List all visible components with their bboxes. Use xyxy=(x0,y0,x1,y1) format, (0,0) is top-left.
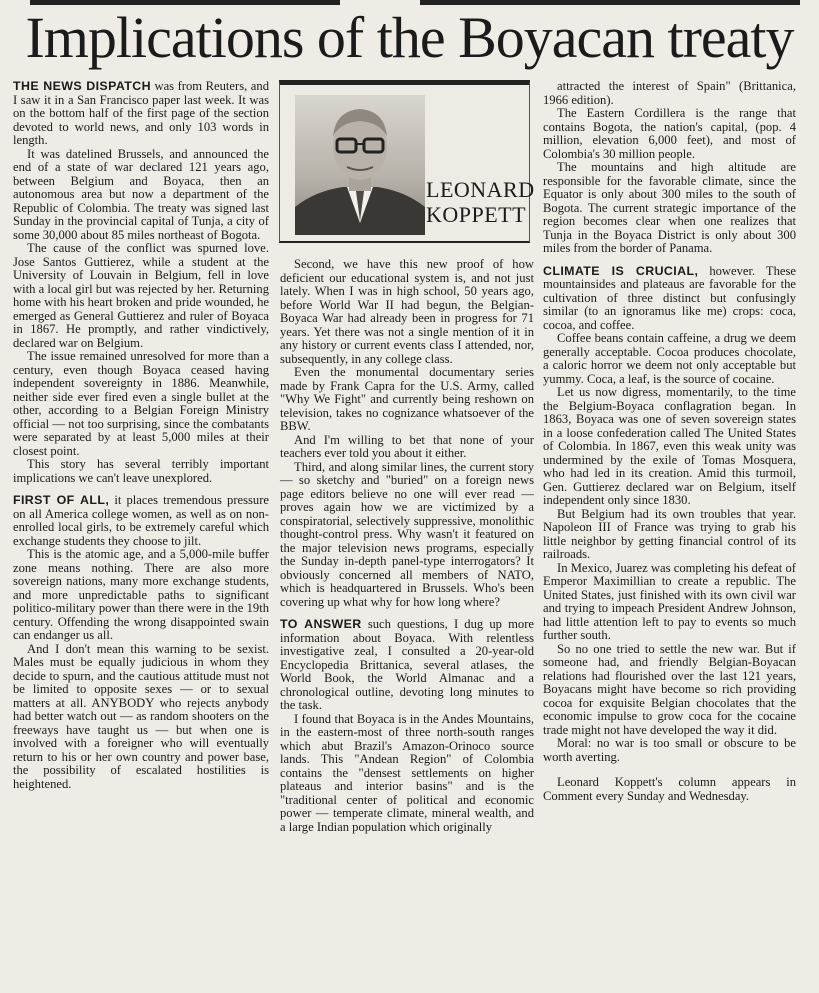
section-kicker: THE NEWS DISPATCH xyxy=(13,79,151,93)
column-1 xyxy=(13,80,269,791)
paragraph-text: In Mexico, Juarez was completing his defeat of Emperor Maximillian to create a republic. The United States, just finished with its own civil war and trying to impeach President Andrew Johnson, had little attention left to pay to events so much further south. xyxy=(543,560,796,642)
paragraph xyxy=(13,494,269,548)
section-kicker: CLIMATE IS CRUCIAL, xyxy=(543,263,699,278)
paragraph-text: I found that Boyaca is in the Andes Mountains, in the eastern-most of three north-south ranges which abut Brazil's Amazon-Orinoco source lands. This "Andean Region" of Colombia contains the "densest settlements on higher plateaus and interior basins" and is the "traditional center of political and economic power — temperate climate, mineral wealth, and a large Indian population which originally xyxy=(280,711,534,834)
paragraph-text: The mountains and high altitude are responsible for the favorable climate, since the Equator is only about 300 miles to the south of Bogota. The current strategic importance of the region becomes clear when one realizes that Tunja in the Boyaca District is only about 300 miles from the border of Panama. xyxy=(543,160,796,255)
paragraph-text: So no one tried to settle the new war. But if someone had, and friendly Belgian-Boyacan relations had flourished over the last 121 years, Boyacans might have become so rich providing cocoa for exquisite Belgian chocolates that the economic impulse to grow coca for the cocaine trade might not have developed the way it did. xyxy=(543,641,796,737)
paragraph-text: Leonard Koppett's column appears in Comment every Sunday and Wednesday. xyxy=(543,775,796,803)
headline: Implications of the Boyacan treaty xyxy=(25,5,794,70)
paragraph-text: This story has several terribly important implications we can't leave unexplored. xyxy=(13,457,269,485)
paragraph xyxy=(13,548,269,643)
column-tagline xyxy=(543,776,796,803)
column-2 xyxy=(280,258,534,834)
paragraph-text: Second, we have this new proof of how deficient our educational system is, and not just lately. When I was in high school, 50 years ago, before World War II had begun, the Belgian-Boyaca War had already been in progress for 71 years. Yet there was not a single mention of it in any history or current events class I attended, nor, subsequently, in any college class. xyxy=(280,257,534,366)
paragraph xyxy=(280,434,534,461)
paragraph-text: The Eastern Cordillera is the range that contains Bogota, the nation's capital, (pop. 4 million, elevation 6,000 feet), and most of Colombia's 30 million people. xyxy=(543,106,796,161)
section-kicker: FIRST OF ALL, xyxy=(13,493,110,507)
paragraph-text: such questions, I dug up more information about Boyaca. With relentless investigative zeal, I consulted a 20-year-old Encyclopedia Brittanica, several atlases, the World Book, the World Almanac and a chronological outline, devoting long minutes to the task. xyxy=(280,617,534,712)
section-kicker: TO ANSWER xyxy=(280,617,362,631)
paragraph xyxy=(543,332,796,386)
paragraph xyxy=(543,508,796,562)
paragraph xyxy=(280,618,534,713)
paragraph xyxy=(13,458,269,485)
paragraph xyxy=(543,265,796,333)
paragraph-text: This is the atomic age, and a 5,000-mile buffer zone means nothing. There are also more sovereign nations, many more exchange students, and more unpredictable paths to significant politico-military power than there were in the 19th century. Offending the wrong disappointed swain can endanger us all. xyxy=(13,547,269,642)
paragraph-text: It was datelined Brussels, and announced the end of a state of war declared 121 years ago, between Belgium and Boyaca, then an autonomous area but now a department of the Republic of Colombia. The treaty was signed last Sunday in the provincial capital of Tunja, a city of some 30,000 about 85 miles northeast of Bogota. xyxy=(13,146,269,242)
paragraph xyxy=(13,80,269,148)
column-3 xyxy=(543,80,796,803)
paragraph-text: Coffee beans contain caffeine, a drug we deem generally acceptable. Cocoa produces chocolate, a caloric horror we deem not only acceptable but yummy. Coca, a leaf, is the source of cocaine. xyxy=(543,331,796,386)
author-first-name: LEONARD xyxy=(426,177,535,202)
paragraph xyxy=(13,643,269,792)
paragraph xyxy=(543,161,796,256)
paragraph-text: Even the monumental documentary series made by Frank Capra for the U.S. Army, called "Why We Fight" and currently being reshown on television, takes no cognizance whatsoever of the BBW. xyxy=(280,365,534,433)
paragraph-text: it places tremendous pressure on all America college women, as well as on non-enrolled local girls, to be extremely careful which exchange students they choose to jilt. xyxy=(13,493,270,548)
paragraph-text: however. These mountainsides and plateaus are favorable for the cultivation of three distinct but confusingly similar (to an ignoramus like me) crops: coca, cocoa, and coffee. xyxy=(543,263,797,332)
paragraph xyxy=(280,258,534,366)
author-photo xyxy=(295,95,425,235)
paragraph xyxy=(13,148,269,243)
paragraph xyxy=(280,713,534,835)
paragraph xyxy=(543,643,796,738)
paragraph xyxy=(13,350,269,458)
paragraph-text: Third, and along similar lines, the current story — so sketchy and "buried" on a foreign news page editors believe no one will ever read — proves again how we are victimized by a conspiratorial, selectively suppressive, monolithic thought-control press. Why wasn't it featured on the major television news programs, especially the Sunday in-depth panel-type interrogators? It obviously concerned all members of NATO, which is headquartered in Brussels. Who's been covering up what why for how long where? xyxy=(280,459,534,609)
paragraph-text: But Belgium had its own troubles that year. Napoleon III of France was trying to grab his little neighbor by getting financial control of its railroads. xyxy=(543,506,796,561)
author-last-name: KOPPETT xyxy=(426,202,527,227)
paragraph xyxy=(280,366,534,434)
paragraph xyxy=(280,461,534,610)
paragraph-text: was from Reuters, and I saw it in a San Francisco paper last week. It was on the bottom half of the first page of the section devoted to world news, and only 103 words in length. xyxy=(13,79,269,147)
paragraph-text: The cause of the conflict was spurned love. Jose Santos Guttierez, while a student at the University of Louvain in Belgium, fell in love with a local girl but was rejected by her. Returning home with his heart broken and pride wounded, he emerged as General Guttierez and ruler of Boyaca in 1867. He promptly, and rather vindictively, declared war on Belgium. xyxy=(13,241,269,350)
paragraph xyxy=(13,242,269,350)
paragraph xyxy=(543,386,796,508)
paragraph xyxy=(543,562,796,643)
paragraph-text: Let us now digress, momentarily, to the time the Belgium-Boyaca conflagration began. In 1863, Boyaca was one of seven sovereign states in a loose confederation called The United States of Colombia. In 1867, even this weak unity was undermined by the exile of Tomas Mosquera, who had led in its creation. Amid this turmoil, Gen. Guttierez declared war on Belgium, itself independent only since 1830. xyxy=(543,385,796,507)
paragraph-text: And I don't mean this warning to be sexist. Males must be equally judicious in whom they decide to spurn, and the cautious attitude must not be limited to opposite sexes — or to sexual matters at all. ANYBODY who rejects anybody had better watch out — as random shooters on the freeways have taught us — but when one is involved with a foreigner who will eventually return to his or her own country and power base, the possibility of escalated hostilities is heightened. xyxy=(13,641,269,791)
paragraph-text: attracted the interest of Spain" (Brittanica, 1966 edition). xyxy=(543,79,796,107)
paragraph-text: And I'm willing to bet that none of your teachers ever told you about it either. xyxy=(280,432,534,460)
paragraph-text: Moral: no war is too small or obscure to be worth averting. xyxy=(543,736,796,764)
author-name xyxy=(426,177,535,227)
byline-box xyxy=(279,80,535,243)
paragraph xyxy=(543,80,796,107)
paragraph xyxy=(543,107,796,161)
paragraph-text: The issue remained unresolved for more than a century, even though Boyaca ceased having independent sovereignty in 1886. Meanwhile, neither side ever fired even a single bullet at the other, according to a Belgian Foreign Ministry official — not too surprising, since the combatants were separated by at least 5,000 miles at their closest point. xyxy=(13,349,269,458)
paragraph xyxy=(543,737,796,764)
